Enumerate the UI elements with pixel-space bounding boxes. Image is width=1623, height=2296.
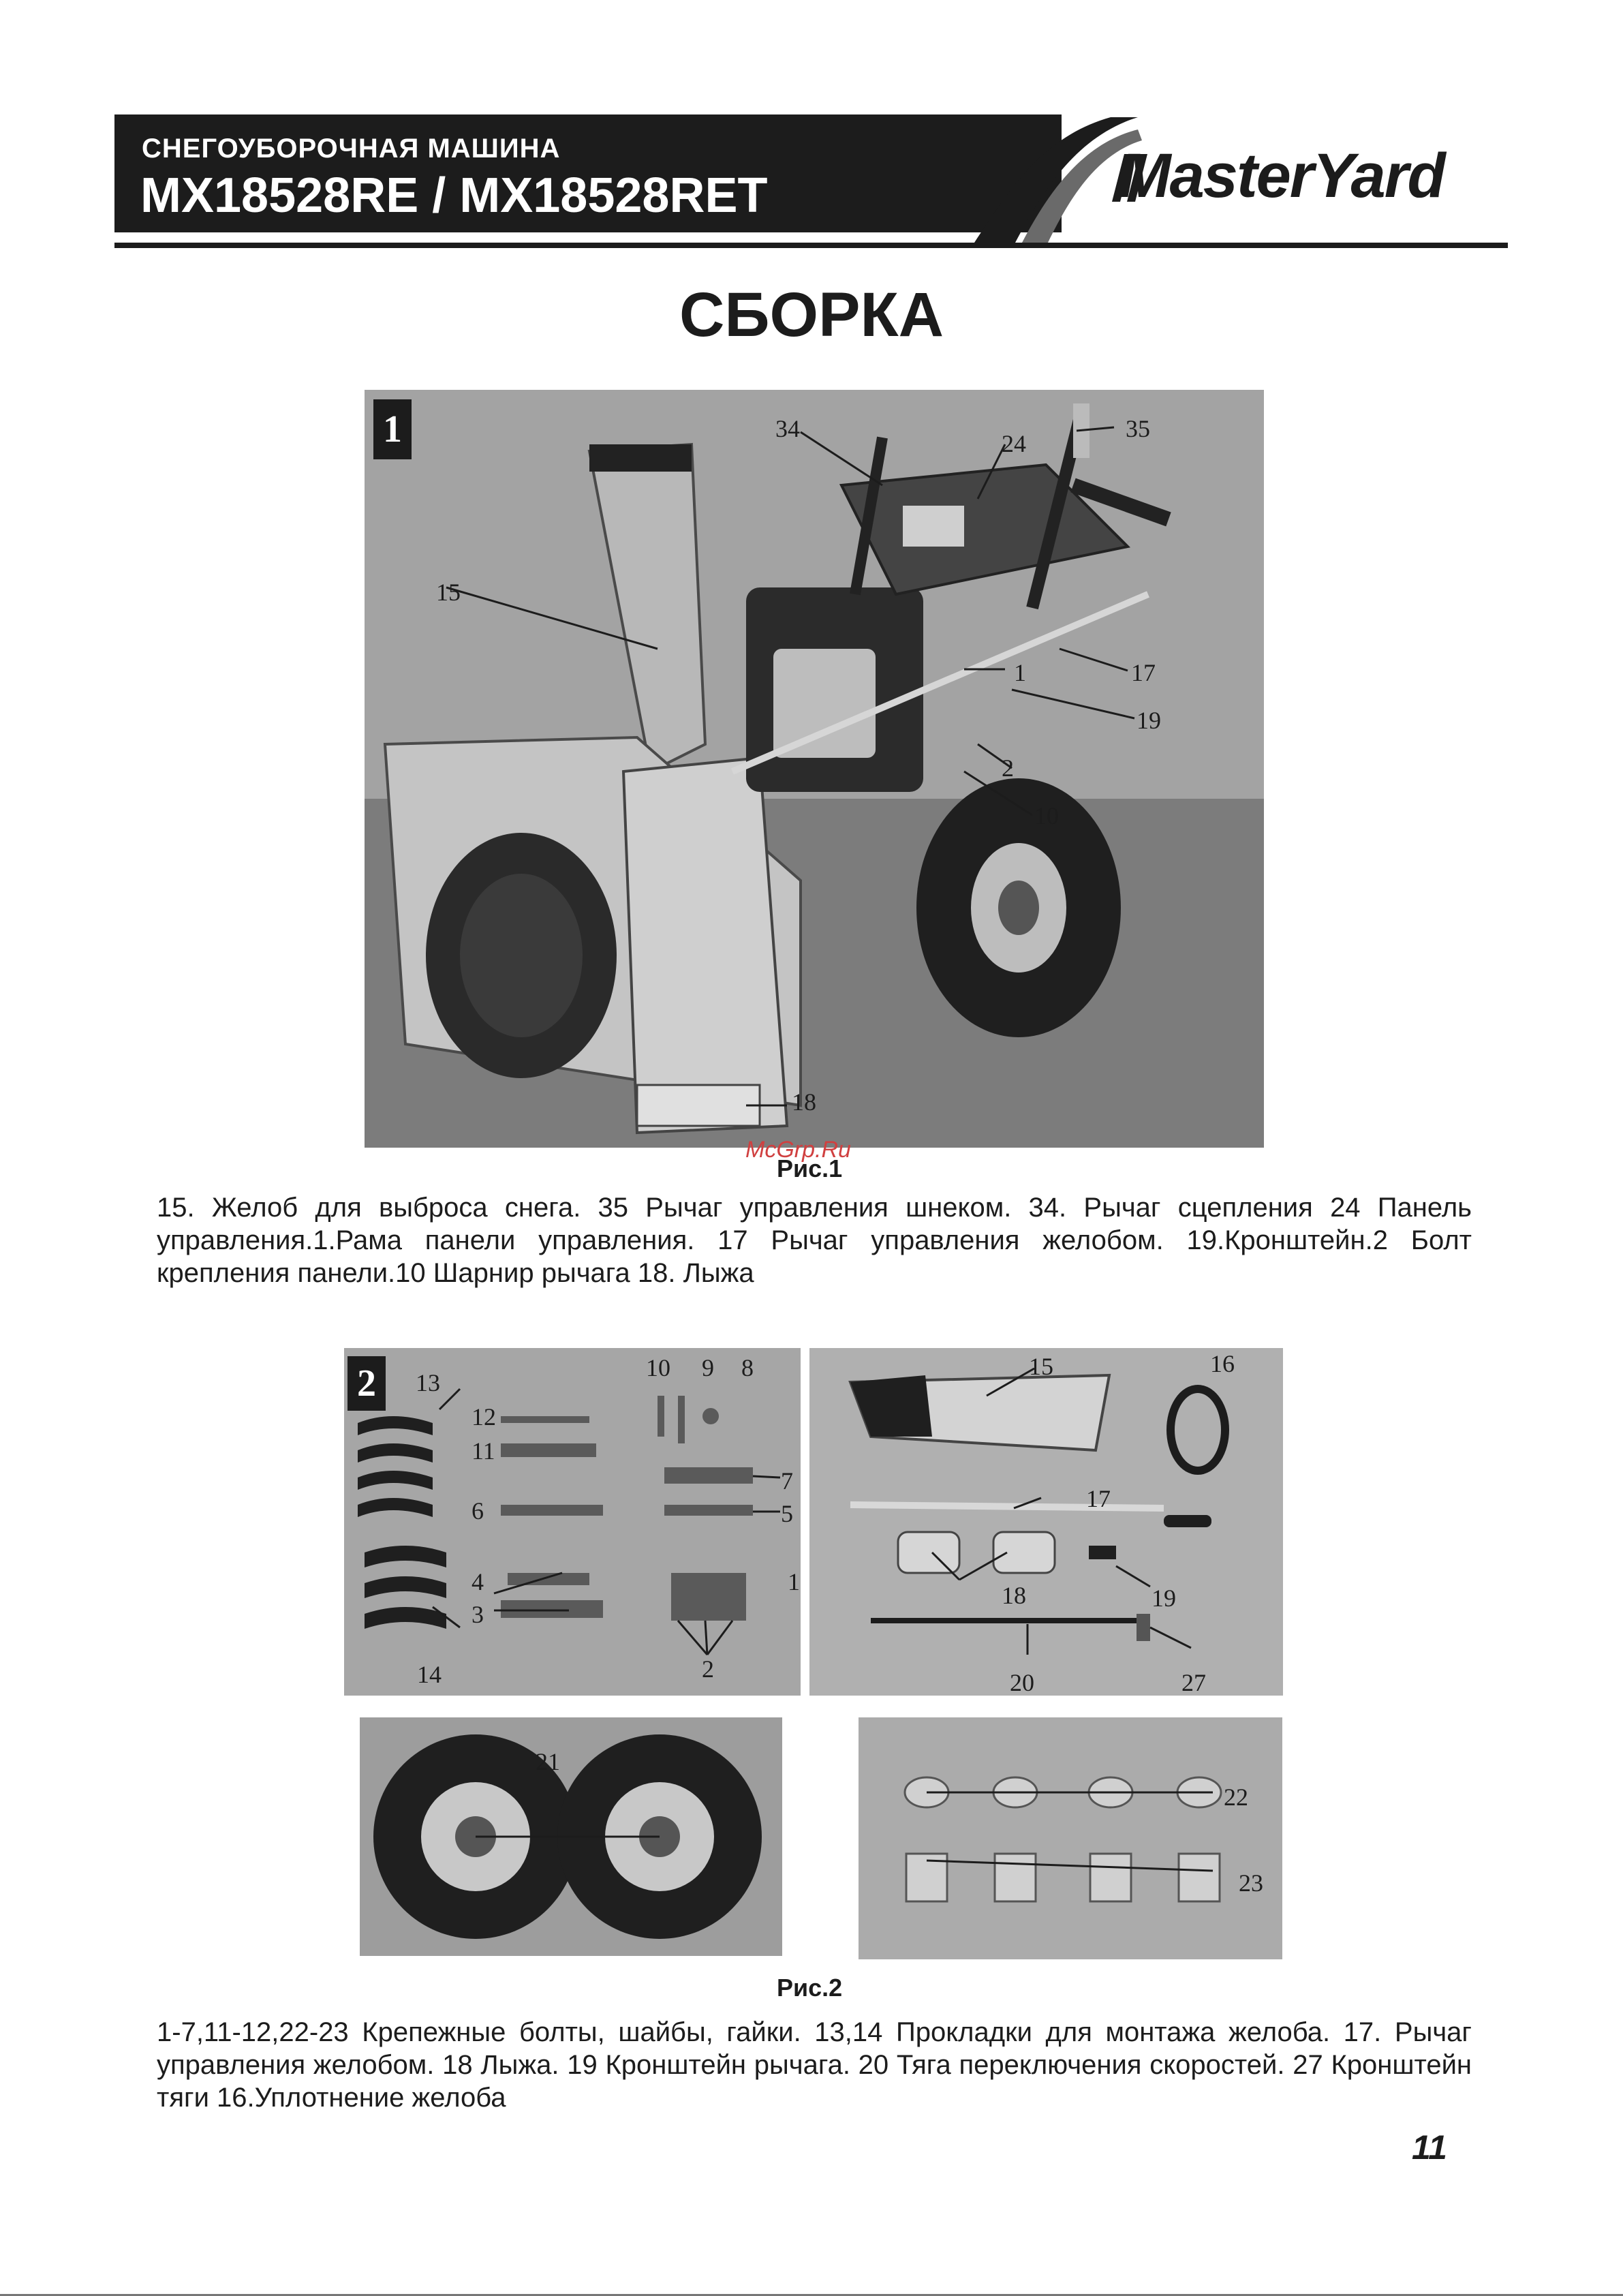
figure1-callout-34: 34 xyxy=(775,415,800,442)
figure1-callout-18: 18 xyxy=(792,1088,816,1116)
figure2-callout-8: 8 xyxy=(741,1354,754,1381)
figure2-callout-23: 23 xyxy=(1239,1869,1263,1897)
figure2-callout-27: 27 xyxy=(1181,1669,1206,1696)
figure1-callout-10: 10 xyxy=(1034,802,1059,829)
figure2-parts-photo-right xyxy=(809,1348,1283,1696)
figure1-callout-35: 35 xyxy=(1126,415,1150,442)
fasteners-illustration xyxy=(344,1348,801,1696)
figure2-callout-9: 9 xyxy=(702,1354,714,1381)
figure2-caption: Рис.2 xyxy=(777,1974,843,2002)
figure2-callout-18: 18 xyxy=(1002,1582,1026,1609)
figure2-callout-11: 11 xyxy=(472,1437,495,1465)
bolts-washers-illustration xyxy=(859,1717,1282,1959)
snowblower-illustration xyxy=(365,390,1264,1148)
page-number: 11 xyxy=(1412,2128,1447,2167)
figure1-number-badge: 1 xyxy=(373,399,412,459)
figure2-callout-14: 14 xyxy=(417,1661,442,1688)
figure2-callout-21: 21 xyxy=(536,1748,560,1775)
figure2-callout-1: 1 xyxy=(788,1568,800,1595)
figure2-callout-16: 16 xyxy=(1210,1350,1235,1377)
header-subtitle: СНЕГОУБОРОЧНАЯ МАШИНА xyxy=(142,134,561,164)
figure1-callout-1: 1 xyxy=(1014,659,1026,686)
figure2-callout-7: 7 xyxy=(781,1467,793,1495)
figure2-callout-13: 13 xyxy=(416,1369,440,1396)
wheels-illustration xyxy=(360,1717,782,1956)
chute-parts-illustration xyxy=(809,1348,1283,1696)
figure1-callout-2: 2 xyxy=(1002,754,1014,782)
figure1-description: 15. Желоб для выброса снега. 35 Рычаг управления шнеком. 34. Рычаг сцепления 24 Панель управления.1.Рама панели управления. 17 Рычаг управления желобом. 19.Кронштейн.2 Болт крепления панели.10 Шарнир рычага 18. Лыжа xyxy=(157,1193,1472,1288)
figure1-photo xyxy=(365,390,1264,1148)
figure2-callout-3: 3 xyxy=(472,1601,484,1628)
figure2-callout-17: 17 xyxy=(1086,1485,1111,1512)
figure2-number-badge: 2 xyxy=(347,1356,386,1411)
figure2-callout-20: 20 xyxy=(1010,1669,1034,1696)
figure2-callout-4: 4 xyxy=(472,1568,484,1595)
figure2-callout-6: 6 xyxy=(472,1497,484,1525)
figure1-callout-17: 17 xyxy=(1131,659,1156,686)
figure2-callout-12: 12 xyxy=(472,1403,496,1430)
header-divider xyxy=(114,243,1508,248)
header-model: MX18528RE / MX18528RET xyxy=(140,168,768,223)
figure1-callout-19: 19 xyxy=(1137,707,1161,734)
figure2-callout-15: 15 xyxy=(1029,1353,1053,1380)
figure2-callout-10: 10 xyxy=(646,1354,670,1381)
figure1-callout-15: 15 xyxy=(436,579,461,606)
figure2-callout-5: 5 xyxy=(781,1500,793,1527)
figure2-callout-19: 19 xyxy=(1151,1585,1176,1612)
figure2-callout-2: 2 xyxy=(702,1655,714,1683)
figure2-parts-photo-left xyxy=(344,1348,801,1696)
figure2-bolts-photo xyxy=(859,1717,1282,1959)
figure1-callout-24: 24 xyxy=(1002,430,1026,457)
figure2-callout-22: 22 xyxy=(1224,1784,1248,1811)
section-title: СБОРКА xyxy=(679,280,944,350)
figure2-wheels-photo xyxy=(360,1717,782,1956)
brand-logo: MasterYard xyxy=(1119,141,1444,211)
watermark: McGrp.Ru xyxy=(745,1137,851,1163)
figure2-description: 1-7,11-12,22-23 Крепежные болты, шайбы, гайки. 13,14 Прокладки для монтажа желоба. 17. Рычаг управления желобом. 18 Лыжа. 19 Кронштейн рычага. 20 Тяга переключения скоростей. 27 Кронштейн тяги 16.Уплотнение желоба xyxy=(157,2017,1472,2113)
figure1-caption: Рис.1 xyxy=(777,1154,843,1182)
